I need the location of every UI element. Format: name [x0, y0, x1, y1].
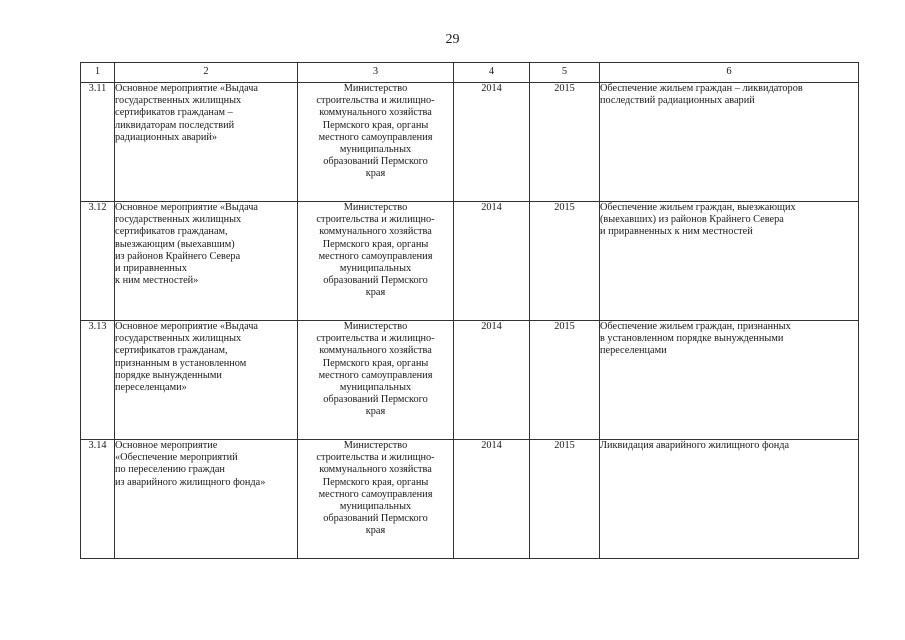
activity-name-line: ликвидаторам последствий [115, 119, 235, 131]
responsible-executor [298, 321, 454, 440]
column-header-5: 5 [530, 63, 600, 83]
executor-line: Министерство [343, 440, 408, 451]
executor-line: Министерство [343, 83, 408, 94]
table-row [81, 440, 859, 559]
result-line: Ликвидация аварийного жилищного фонда [600, 440, 790, 451]
activity-name-line: из районов Крайнего Севера [115, 250, 241, 262]
result-line: Обеспечение жильем граждан – ликвидаторов [600, 83, 803, 94]
executor-line: образований Пермского [323, 156, 428, 168]
page-number: 29 [445, 32, 460, 47]
activity-name-line: Основное мероприятие [115, 440, 218, 451]
activity-name-line: Основное мероприятие «Выдача [115, 202, 258, 213]
activity-name-line: к ним местностей» [115, 275, 199, 287]
activity-name-line: «Обеспечение мероприятий [115, 452, 238, 464]
result-line: Обеспечение жильем граждан, признанных [600, 321, 791, 332]
result-line: (выехавших) из районов Крайнего Севера [600, 214, 784, 226]
executor-line: строительства и жилищно- [316, 452, 435, 464]
activity-name-line: сертификатов гражданам, [115, 226, 228, 238]
activity-name [115, 83, 298, 202]
executor-line: края [365, 525, 386, 537]
expected-result [600, 440, 859, 559]
program-table [80, 62, 859, 559]
expected-result [600, 202, 859, 321]
executor-line: местного самоуправления [318, 250, 433, 262]
activity-name [115, 202, 298, 321]
table-row [81, 321, 859, 440]
column-header-4: 4 [454, 63, 530, 83]
row-number: 3.13 [81, 321, 115, 440]
activity-name-line: по переселению граждан [115, 464, 225, 476]
table-header-row [81, 63, 859, 83]
expected-result [600, 83, 859, 202]
result-line: Обеспечение жильем граждан, выезжающих [600, 202, 796, 213]
end-year: 2015 [530, 440, 600, 559]
executor-line: коммунального хозяйства [319, 464, 432, 476]
executor-line: образований Пермского [323, 275, 428, 287]
executor-line: образований Пермского [323, 513, 428, 525]
activity-name-line: государственных жилищных [115, 333, 242, 345]
executor-line: строительства и жилищно- [316, 333, 435, 345]
executor-line: коммунального хозяйства [319, 107, 432, 119]
expected-result [600, 321, 859, 440]
executor-line: Пермского края, органы [322, 357, 429, 369]
activity-name-line: переселенцами» [115, 382, 187, 394]
responsible-executor [298, 83, 454, 202]
end-year: 2015 [530, 202, 600, 321]
activity-name-line: выезжающим (выехавшим) [115, 238, 235, 250]
column-header-6: 6 [600, 63, 859, 83]
row-number: 3.14 [81, 440, 115, 559]
result-line: в установленном порядке вынужденными [600, 333, 784, 345]
activity-name-line: порядке вынужденными [115, 369, 222, 381]
executor-line: местного самоуправления [318, 131, 433, 143]
activity-name-line: государственных жилищных [115, 214, 242, 226]
activity-name-line: государственных жилищных [115, 95, 242, 107]
start-year: 2014 [454, 321, 530, 440]
column-header-2: 2 [115, 63, 298, 83]
executor-line: муниципальных [339, 382, 412, 394]
responsible-executor [298, 202, 454, 321]
executor-line: коммунального хозяйства [319, 226, 432, 238]
activity-name-line: Основное мероприятие «Выдача [115, 83, 258, 94]
activity-name-line: из аварийного жилищного фонда» [115, 476, 266, 488]
end-year: 2015 [530, 83, 600, 202]
activity-name [115, 321, 298, 440]
executor-line: края [365, 406, 386, 418]
executor-line: Пермского края, органы [322, 476, 429, 488]
row-number: 3.11 [81, 83, 115, 202]
end-year: 2015 [530, 321, 600, 440]
activity-name-line: сертификатов гражданам, [115, 345, 228, 357]
executor-line: строительства и жилищно- [316, 214, 435, 226]
executor-line: Министерство [343, 321, 408, 332]
executor-line: Министерство [343, 202, 408, 213]
start-year: 2014 [454, 440, 530, 559]
executor-line: коммунального хозяйства [319, 345, 432, 357]
responsible-executor [298, 440, 454, 559]
executor-line: муниципальных [339, 144, 412, 156]
result-line: и приравненных к ним местностей [600, 226, 753, 238]
activity-name-line: Основное мероприятие «Выдача [115, 321, 258, 332]
start-year: 2014 [454, 202, 530, 321]
activity-name-line: сертификатов гражданам – [115, 107, 233, 119]
table-row [81, 83, 859, 202]
table-body [81, 83, 859, 559]
executor-line: Пермского края, органы [322, 119, 429, 131]
executor-line: Пермского края, органы [322, 238, 429, 250]
table-row [81, 202, 859, 321]
result-line: последствий радиационных аварий [600, 95, 755, 107]
executor-line: местного самоуправления [318, 488, 433, 500]
activity-name-line: признанным в установленном [115, 357, 247, 369]
column-header-1: 1 [81, 63, 115, 83]
activity-name-line: радиационных аварий» [115, 131, 218, 143]
executor-line: края [365, 168, 386, 180]
start-year: 2014 [454, 83, 530, 202]
executor-line: местного самоуправления [318, 369, 433, 381]
executor-line: строительства и жилищно- [316, 95, 435, 107]
activity-name [115, 440, 298, 559]
activity-name-line: и приравненных [115, 263, 188, 275]
column-header-3: 3 [298, 63, 454, 83]
row-number: 3.12 [81, 202, 115, 321]
executor-line: муниципальных [339, 263, 412, 275]
executor-line: края [365, 287, 386, 299]
executor-line: муниципальных [339, 501, 412, 513]
executor-line: образований Пермского [323, 394, 428, 406]
result-line: переселенцами [600, 345, 667, 357]
